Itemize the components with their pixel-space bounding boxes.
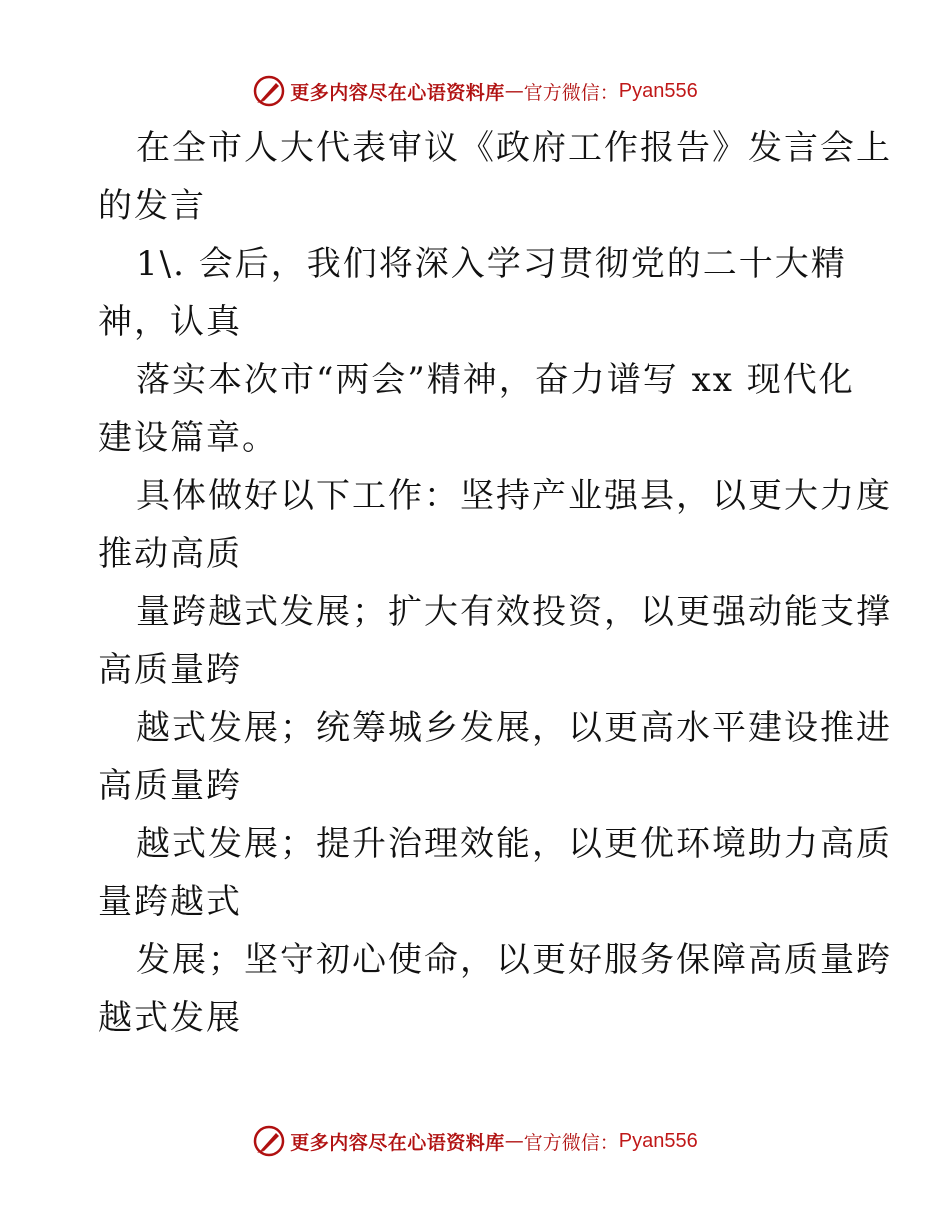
paragraph-line: 推动高质 [98,534,242,574]
paragraph-line: 1\. 会后，我们将深入学习贯彻党的二十大精 [136,244,847,284]
paragraph-line: 落实本次市“两会”精神，奋力谱写 xx 现代化 [136,360,855,400]
banner-wechat-id: Pyan556 [618,1129,698,1152]
banner-wechat-label: 官方微信： [523,81,619,104]
title-line-1: 在全市人大代表审议《政府工作报告》发言会上 [136,128,892,168]
banner-dash: — [504,1130,524,1152]
paragraph-line: 越式发展；提升治理效能，以更优环境助力高质 [136,824,892,864]
banner-text: 更多内容尽在心语资料库 [290,1131,505,1154]
banner-dash: — [504,80,524,102]
banner-text: 更多内容尽在心语资料库 [290,81,505,104]
footer-banner [0,1121,950,1161]
quill-logo-icon [252,74,286,108]
banner-wechat-id: Pyan556 [618,79,698,102]
paragraph-line: 具体做好以下工作：坚持产业强县，以更大力度 [136,476,892,516]
paragraph-line: 量跨越式 [98,882,242,922]
paragraph-line: 越式发展；统筹城乡发展，以更高水平建设推进 [136,708,892,748]
paragraph-line: 神，认真 [98,302,242,342]
paragraph-line: 发展；坚守初心使命，以更好服务保障高质量跨 [136,940,892,980]
paragraph-line: 量跨越式发展；扩大有效投资，以更强动能支撑 [136,592,892,632]
banner-wechat-label: 官方微信： [523,1131,619,1154]
paragraph-line: 高质量跨 [98,650,242,690]
paragraph-line: 高质量跨 [98,766,242,806]
title-line-2: 的发言 [98,186,206,226]
header-banner [0,71,950,111]
paragraph-line: 越式发展 [98,998,242,1038]
paragraph-line: 建设篇章。 [98,418,278,458]
quill-logo-icon [252,1124,286,1158]
